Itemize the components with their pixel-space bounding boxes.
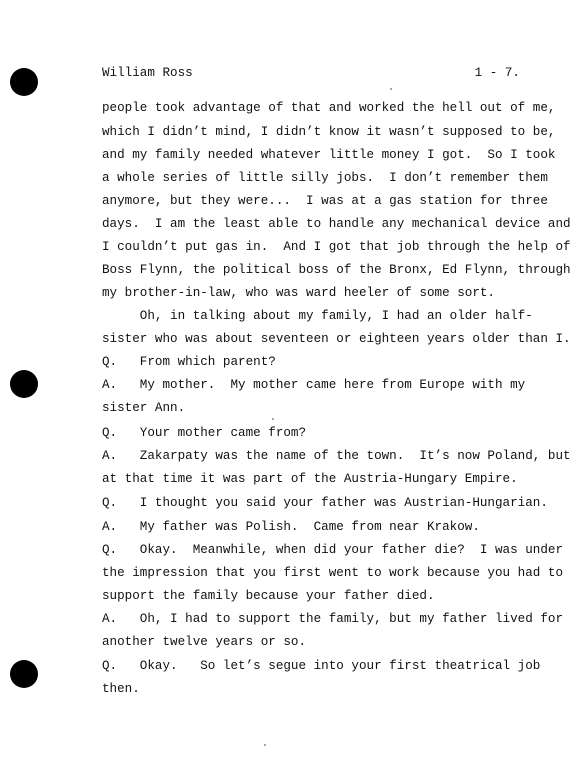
transcript-line: A. My father was Polish. Came from near Krakow. [102, 520, 480, 534]
transcript-line: people took advantage of that and worked the hell out of me, [102, 101, 556, 115]
transcript-line: Q. Okay. So let’s segue into your first theatrical job [102, 659, 541, 673]
transcript-line: Q. Your mother came from? [102, 426, 307, 440]
transcript-line: support the family because your father died. [102, 589, 435, 603]
transcript-line: then. [102, 682, 140, 696]
transcript-line: A. Zakarpaty was the name of the town. It’s now Poland, but [102, 449, 571, 463]
transcript-line: sister Ann. [102, 401, 186, 415]
transcript-line: anymore, but they were... I was at a gas station for three [102, 194, 548, 208]
transcript-line: days. I am the least able to handle any mechanical device and [102, 217, 571, 231]
transcript-line: Oh, in talking about my family, I had an older half- [102, 309, 533, 323]
header-page-number: 1 - 7. [474, 66, 520, 80]
binder-hole [10, 68, 38, 96]
transcript-line: Q. Okay. Meanwhile, when did your father die? I was under [102, 543, 564, 557]
binder-hole [10, 370, 38, 398]
transcript-line: and my family needed whatever little money I got. So I took [102, 148, 556, 162]
transcript-line: A. Oh, I had to support the family, but my father lived for [102, 612, 564, 626]
transcript-line: the impression that you first went to work because you had to [102, 566, 564, 580]
header-interviewee-name: William Ross [102, 66, 193, 80]
paper-speck [390, 88, 392, 90]
transcript-line: another twelve years or so. [102, 635, 307, 649]
transcript-line: I couldn’t put gas in. And I got that job through the help of [102, 240, 571, 254]
transcript-line: my brother-in-law, who was ward heeler of some sort. [102, 286, 495, 300]
binder-hole [10, 660, 38, 688]
transcript-line: at that time it was part of the Austria-Hungary Empire. [102, 472, 518, 486]
transcript-line: Q. I thought you said your father was Austrian-Hungarian. [102, 496, 548, 510]
transcript-line: a whole series of little silly jobs. I don’t remember them [102, 171, 548, 185]
paper-speck [264, 744, 266, 746]
transcript-line: Boss Flynn, the political boss of the Bronx, Ed Flynn, through [102, 263, 571, 277]
transcript-line: A. My mother. My mother came here from Europe with my [102, 378, 526, 392]
transcript-line: sister who was about seventeen or eighteen years older than I. [102, 332, 571, 346]
paper-speck [272, 418, 274, 420]
transcript-line: which I didn’t mind, I didn’t know it wasn’t supposed to be, [102, 125, 556, 139]
transcript-line: Q. From which parent? [102, 355, 276, 369]
